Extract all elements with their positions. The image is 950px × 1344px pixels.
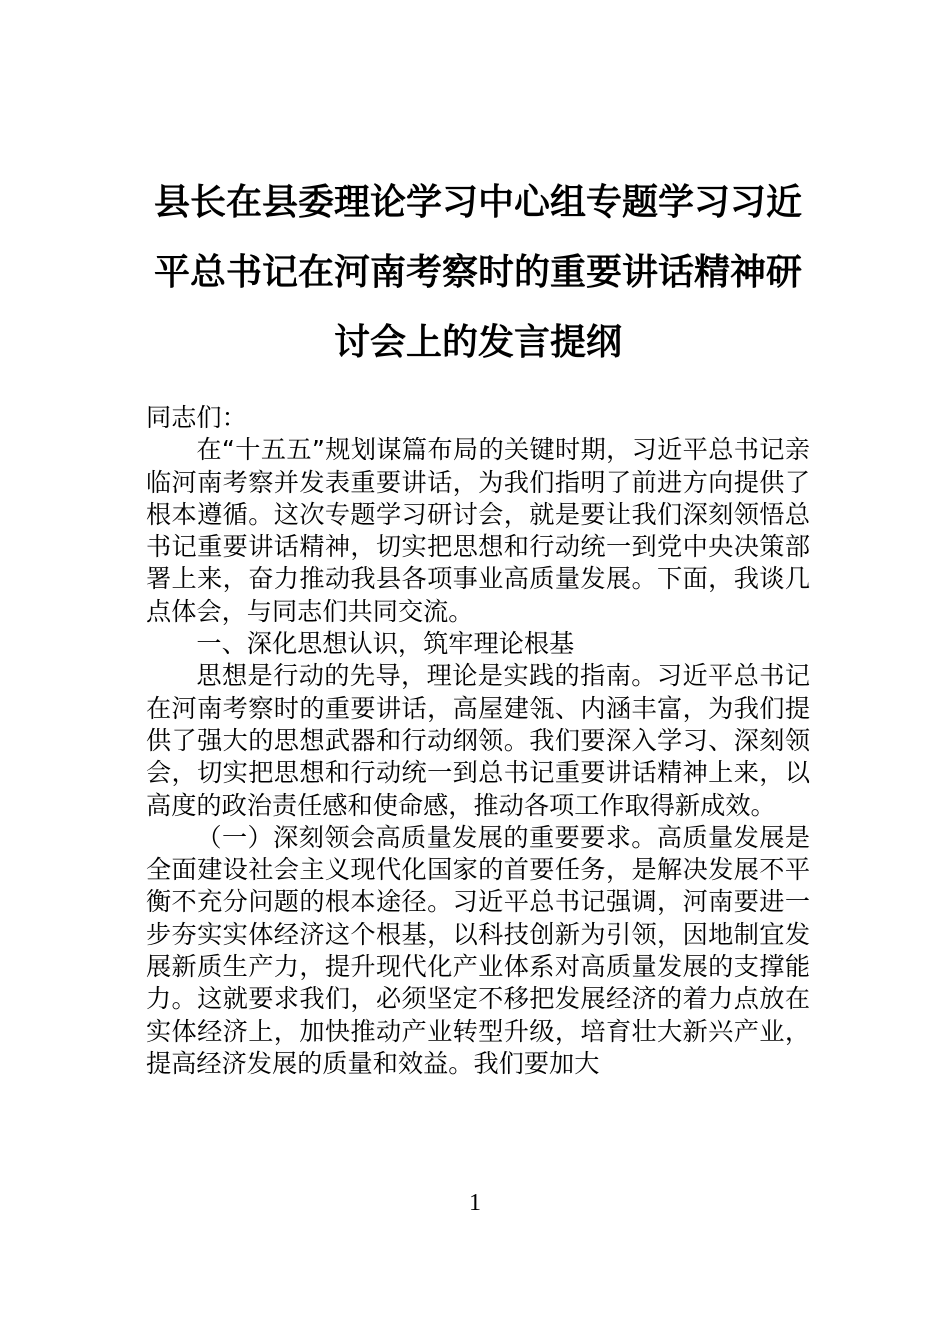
salutation: 同志们：: [146, 403, 247, 432]
page-number: 1: [469, 1190, 481, 1216]
document-title: [148, 168, 808, 378]
body-paragraph: 在“十五五”规划谋篇布局的关键时期，习近平总书记亲临河南考察并发表重要讲话，为我们指明了前进方向提供了根本遵循。这次专题学习研讨会，就是要让我们深刻领悟总书记重要讲话精神，切实把思想和行动统一到党中央决策部署上来，奋力推动我县各项事业高质量发展。下面，我谈几点体会，与同志们共同交流。: [146, 435, 810, 626]
document-body: [146, 402, 810, 1080]
body-paragraph: 思想是行动的先导，理论是实践的指南。习近平总书记在河南考察时的重要讲话，高屋建瓴、内涵丰富，为我们提供了强大的思想武器和行动纲领。我们要深入学习、深刻领会，切实把思想和行动统一到总书记重要讲话精神上来，以高度的政治责任感和使命感，推动各项工作取得新成效。: [146, 661, 810, 820]
title-line: 讨会上的发言提纲: [333, 322, 622, 363]
body-paragraph: （一）深刻领会高质量发展的重要要求。高质量发展是全面建设社会主义现代化国家的首要任务，是解决发展不平衡不充分问题的根本途径。习近平总书记强调，河南要进一步夯实实体经济这个根基，以科技创新为引领，因地制宜发展新质生产力，提升现代化产业体系对高质量发展的支撑能力。这就要求我们，必须坚定不移把发展经济的着力点放在实体经济上，加快推动产业转型升级，培育壮大新兴产业，提高经济发展的质量和效益。我们要加大: [146, 822, 810, 1078]
title-line: 县长在县委理论学习中心组专题学习习近: [153, 182, 802, 223]
section-heading: 一、深化思想认识，筑牢理论根基: [196, 629, 575, 659]
title-line: 平总书记在河南考察时的重要讲话精神研: [153, 252, 802, 293]
